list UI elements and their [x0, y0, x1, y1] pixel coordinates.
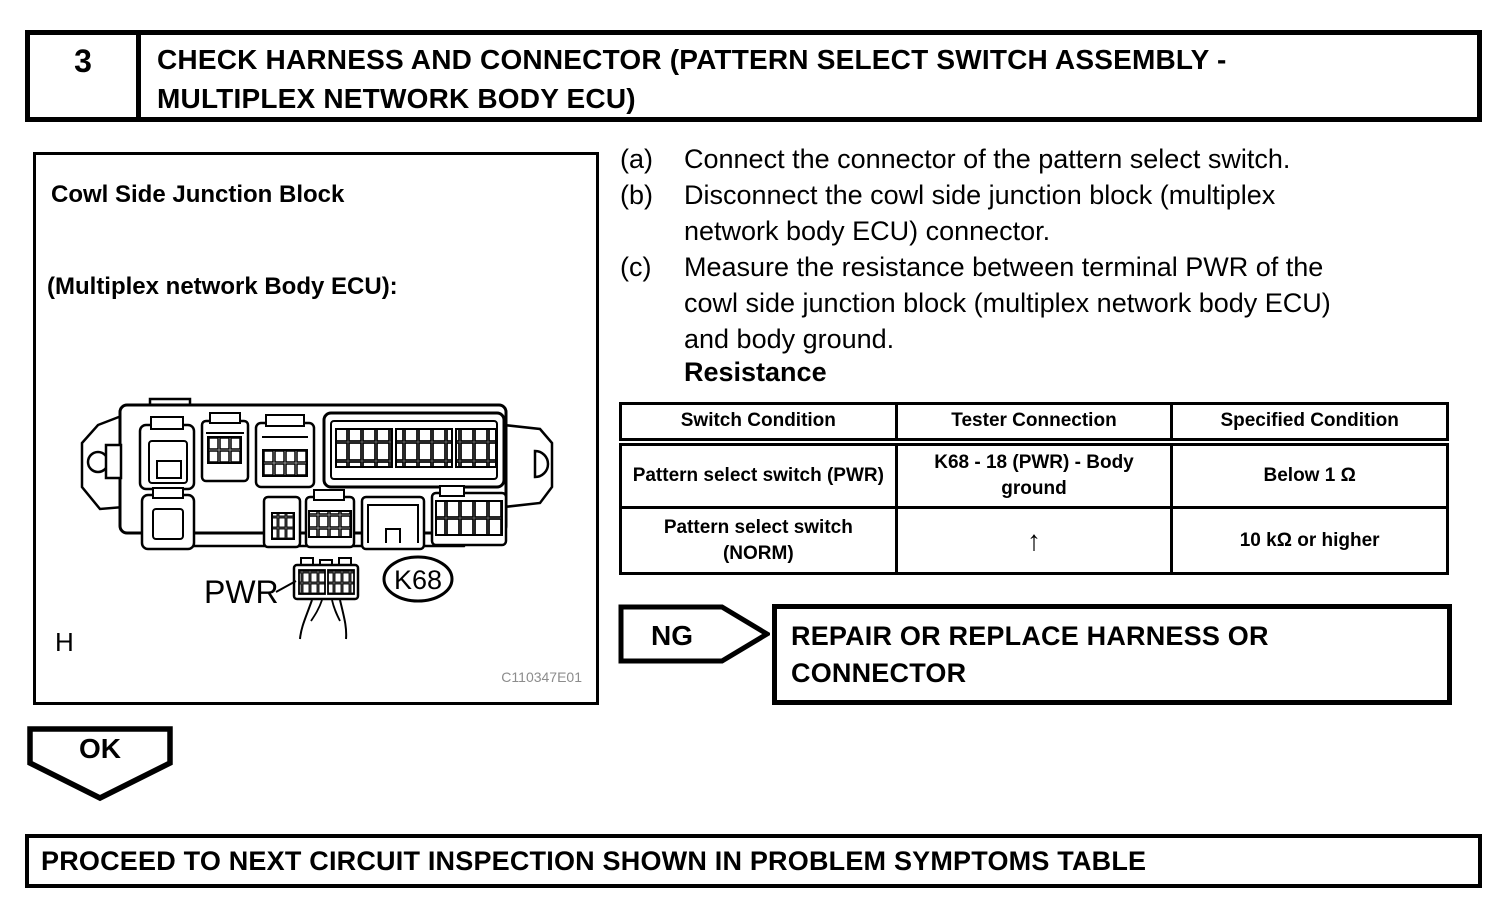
- ok-arrow-label: OK: [79, 733, 121, 764]
- col-header-switch-condition: Switch Condition: [621, 404, 897, 442]
- figure-drawing-code: C110347E01: [501, 669, 582, 685]
- figure-view-label: H: [55, 627, 74, 657]
- instruction-c-text: [684, 249, 1500, 357]
- ok-arrow: [26, 725, 174, 803]
- instruction-c-line1: Measure the resistance between terminal PWR of the: [684, 252, 1324, 282]
- ng-arrow: [618, 604, 770, 664]
- figure-caption-line1: Cowl Side Junction Block: [51, 181, 345, 208]
- resistance-spec-table: [619, 402, 1449, 575]
- instruction-a: [620, 141, 1500, 177]
- cell-switch-condition-norm: Pattern select switch (NORM): [621, 508, 897, 574]
- table-row-norm: [621, 508, 1448, 574]
- cell-tester-connection-norm-ditto: ↑: [896, 508, 1172, 574]
- ng-action-line2: CONNECTOR: [791, 658, 967, 688]
- ng-action-line1: REPAIR OR REPLACE HARNESS OR: [791, 621, 1269, 651]
- instruction-c-line2: cowl side junction block (multiplex network body ECU): [684, 288, 1331, 318]
- junction-block-drawing: [54, 385, 576, 643]
- instruction-b-line1: Disconnect the cowl side junction block (multiplex: [684, 180, 1276, 210]
- ng-arrow-label: NG: [651, 620, 693, 651]
- cell-specified-condition-norm: 10 kΩ or higher: [1172, 508, 1448, 574]
- step-title-line2: MULTIPLEX NETWORK BODY ECU): [157, 83, 636, 114]
- ng-action-box: [772, 604, 1452, 705]
- instruction-c: [620, 249, 1500, 357]
- table-header-row: [621, 404, 1448, 442]
- figure-box: [33, 152, 599, 705]
- step-title: [141, 35, 1477, 117]
- instruction-list: [620, 141, 1500, 357]
- instruction-a-text: [684, 141, 1500, 177]
- k68-connector: [294, 558, 358, 639]
- pwr-terminal-label: PWR: [204, 574, 279, 610]
- cell-switch-condition-pwr: Pattern select switch (PWR): [621, 442, 897, 508]
- k68-callout-label: K68: [393, 565, 443, 595]
- instruction-b: [620, 177, 1500, 249]
- table-row-pwr: [621, 442, 1448, 508]
- resistance-heading: Resistance: [684, 357, 827, 387]
- col-header-specified-condition: Specified Condition: [1172, 404, 1448, 442]
- footer-proceed-bar: PROCEED TO NEXT CIRCUIT INSPECTION SHOWN IN PROBLEM SYMPTOMS TABLE: [25, 834, 1482, 888]
- step-header: [25, 30, 1482, 122]
- cell-specified-condition-pwr: Below 1 Ω: [1172, 442, 1448, 508]
- instruction-c-line3: and body ground.: [684, 324, 895, 354]
- cell-tester-connection-pwr: K68 - 18 (PWR) - Body ground: [896, 442, 1172, 508]
- step-title-line1: CHECK HARNESS AND CONNECTOR (PATTERN SELECT SWITCH ASSEMBLY -: [157, 44, 1227, 75]
- instruction-b-line2: network body ECU) connector.: [684, 216, 1051, 246]
- instruction-a-line1: Connect the connector of the pattern select switch.: [684, 144, 1291, 174]
- instruction-b-label: (b): [620, 180, 653, 210]
- instruction-b-text: [684, 177, 1500, 249]
- instruction-a-label: (a): [620, 144, 653, 174]
- step-number: 3: [30, 35, 141, 117]
- col-header-tester-connection: Tester Connection: [896, 404, 1172, 442]
- instruction-c-label: (c): [620, 252, 652, 282]
- figure-caption-line2: (Multiplex network Body ECU):: [47, 273, 398, 300]
